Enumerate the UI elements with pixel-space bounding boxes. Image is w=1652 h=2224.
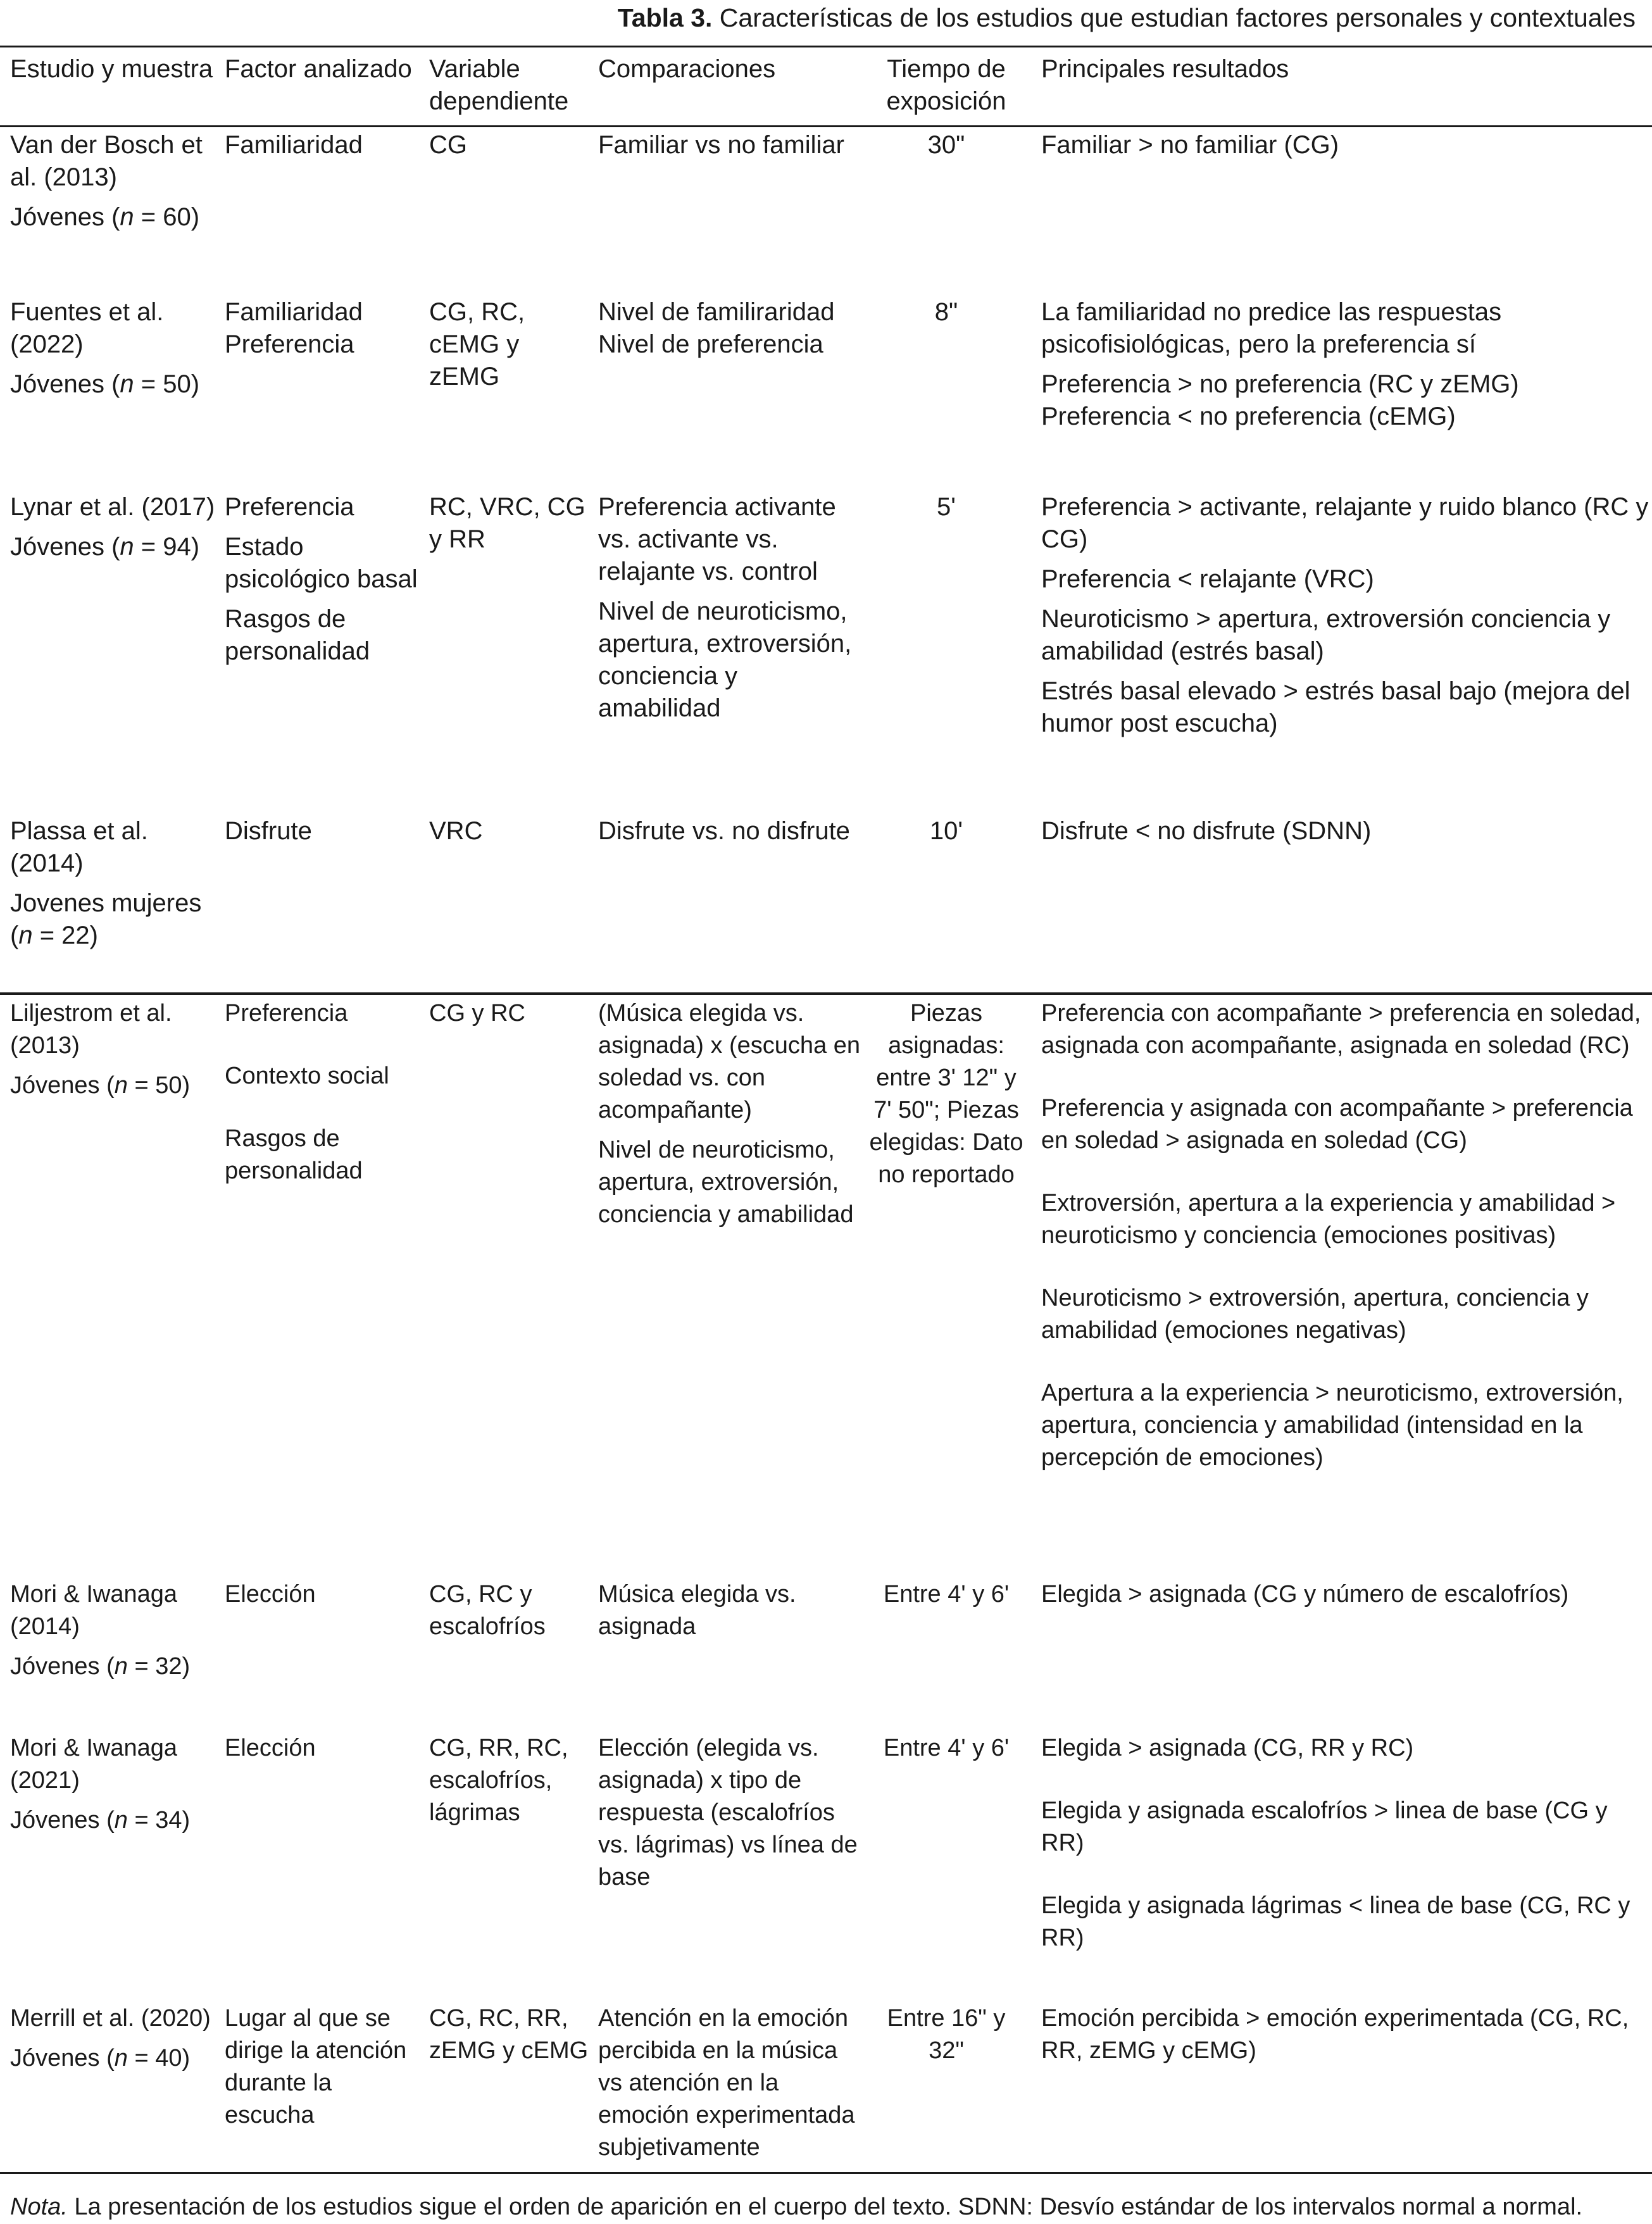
variable-cell: CG, RC, cEMG y zEMG (429, 298, 525, 390)
result-item: Elegida > asignada (CG y número de escalofríos) (1041, 1581, 1569, 1608)
study-sample: Jóvenes (n = 50) (10, 370, 200, 398)
comparison-item: Nivel de neuroticismo, apertura, extroversión, conciencia y amabilidad (598, 1137, 854, 1228)
result-item: La familiaridad no predice las respuestas psicofisiológicas, pero la preferencia sí (1041, 298, 1502, 358)
study-name: Mori & Iwanaga (2021) (10, 1735, 178, 1794)
study-cell (10, 1732, 219, 1837)
factor-cell (225, 815, 424, 847)
variable-cell: VRC (429, 817, 483, 845)
result-item: Preferencia y asignada con acompañante > preferencia en soledad > asignada en soledad (CG) (1041, 1095, 1633, 1154)
comparison-item: Música elegida vs. asignada (598, 1581, 796, 1640)
variable-cell: CG, RC, RR, zEMG y cEMG (429, 2005, 589, 2064)
factor-item: Preferencia (225, 493, 354, 521)
result-item: Neuroticismo > extroversión, apertura, conciencia y amabilidad (emociones negativas) (1041, 1285, 1589, 1344)
time-cell: Piezas asignadas: entre 3' 12" y 7' 50"; Piezas elegidas: Dato no reportado (869, 1000, 1023, 1188)
header-rule (0, 125, 1652, 127)
result-item: Estrés basal elevado > estrés basal bajo (mejora del humor post escucha) (1041, 677, 1630, 737)
comparison-item: Atención en la emoción percibida en la música vs atención en la emoción experimentada subjetivamente (598, 2005, 855, 2161)
comparison-item: Nivel de familiraridad (598, 298, 835, 326)
result-item: Preferencia > activante, relajante y ruido blanco (RC y CG) (1041, 493, 1649, 553)
variable-cell: CG, RC y escalofríos (429, 1581, 546, 1640)
section-rule (0, 992, 1652, 995)
caption-label: Tabla 3. (617, 3, 713, 32)
study-name: Lynar et al. (2017) (10, 493, 215, 521)
study-name: Van der Bosch et al. (2013) (10, 131, 203, 191)
study-cell (10, 1578, 219, 1683)
study-sample: Jóvenes (n = 60) (10, 203, 200, 231)
time-cell: 10' (929, 817, 963, 845)
study-sample: Jóvenes (n = 32) (10, 1653, 191, 1680)
study-name: Merrill et al. (2020) (10, 2005, 211, 2032)
factor-cell (225, 2002, 424, 2132)
results-cell (1041, 815, 1649, 847)
factor-cell (225, 1578, 424, 1611)
study-cell (10, 129, 219, 234)
bottom-rule (0, 2172, 1652, 2174)
result-item: Extroversión, apertura a la experiencia y amabilidad > neuroticismo y conciencia (emociones positivas) (1041, 1190, 1616, 1249)
note-text: La presentación de los estudios sigue el orden de aparición en el cuerpo del texto. SDNN: Desvío estándar de los intervalos normal a normal. (67, 2194, 1583, 2220)
table-note (10, 2191, 1582, 2223)
result-item: Elegida > asignada (CG, RR y RC) (1041, 1735, 1414, 1761)
study-name: Fuentes et al. (2022) (10, 298, 164, 358)
study-name: Liljestrom et al. (2013) (10, 1000, 172, 1059)
factor-cell (225, 997, 424, 1187)
factor-item: Familiaridad (225, 131, 363, 159)
comparison-item: Nivel de preferencia (598, 330, 823, 358)
result-item: Familiar > no familiar (CG) (1041, 131, 1339, 159)
header-factor: Factor analizado (225, 55, 412, 83)
caption-text: Características de los estudios que estudian factores personales y contextuales (712, 3, 1636, 32)
factor-cell (225, 1732, 424, 1765)
comparisons-cell (598, 2002, 861, 2164)
note-label: Nota. (10, 2194, 68, 2220)
factor-item: Estado psicológico basal (225, 533, 418, 593)
results-cell (1041, 296, 1649, 433)
factor-item: Lugar al que se dirige la atención durante la escucha (225, 2005, 407, 2128)
factor-item: Elección (225, 1735, 316, 1761)
study-sample: Jóvenes (n = 50) (10, 1072, 191, 1099)
top-rule (0, 46, 1652, 47)
time-cell: Entre 4' y 6' (883, 1581, 1010, 1608)
comparisons-cell (598, 1732, 861, 1894)
comparisons-cell (598, 491, 861, 725)
time-cell: Entre 16" y 32" (887, 2005, 1006, 2064)
time-cell: Entre 4' y 6' (883, 1735, 1010, 1761)
results-cell (1041, 997, 1649, 1474)
comparisons-cell (598, 815, 861, 847)
results-cell (1041, 1578, 1649, 1611)
study-sample: Jóvenes (n = 34) (10, 1807, 191, 1834)
header-time: Tiempo de exposición (886, 55, 1006, 115)
result-item: Preferencia > no preferencia (RC y zEMG) Preferencia < no preferencia (cEMG) (1041, 370, 1519, 430)
time-cell: 8" (934, 298, 958, 326)
factor-item: Disfrute (225, 817, 312, 845)
result-item: Preferencia < relajante (VRC) (1041, 565, 1374, 593)
comparison-item: Preferencia activante vs. activante vs. relajante vs. control (598, 493, 836, 585)
factor-item: Preferencia (225, 1000, 348, 1027)
comparison-item: (Música elegida vs. asignada) x (escucha en soledad vs. con acompañante) (598, 1000, 861, 1123)
factor-item: Rasgos de personalidad (225, 605, 370, 665)
result-item: Preferencia con acompañante > preferencia en soledad, asignada con acompañante, asignada en soledad (RC) (1041, 1000, 1641, 1059)
comparison-item: Nivel de neuroticismo, apertura, extroversión, conciencia y amabilidad (598, 597, 852, 722)
factor-item: Rasgos de personalidad (225, 1125, 363, 1184)
result-item: Disfrute < no disfrute (SDNN) (1041, 817, 1372, 845)
time-cell: 30" (927, 131, 965, 159)
results-cell (1041, 491, 1649, 740)
comparisons-cell (598, 129, 861, 161)
results-cell (1041, 129, 1649, 161)
time-cell: 5' (937, 493, 956, 521)
table-caption (618, 1, 1636, 34)
factor-cell (225, 296, 424, 361)
variable-cell: CG y RC (429, 1000, 525, 1027)
factor-item: Preferencia (225, 330, 354, 358)
comparison-item: Familiar vs no familiar (598, 131, 844, 159)
factor-item: Familiaridad (225, 298, 363, 326)
study-name: Mori & Iwanaga (2014) (10, 1581, 178, 1640)
study-cell (10, 997, 219, 1102)
comparisons-cell (598, 1578, 861, 1643)
results-cell (1041, 2002, 1649, 2067)
result-item: Elegida y asignada lágrimas < linea de base (CG, RC y RR) (1041, 1892, 1630, 1951)
study-cell (10, 2002, 219, 2075)
study-sample: Jóvenes (n = 40) (10, 2045, 191, 2071)
comparison-item: Disfrute vs. no disfrute (598, 817, 850, 845)
study-cell (10, 815, 219, 952)
factor-cell (225, 491, 424, 668)
header-study: Estudio y muestra (10, 55, 213, 83)
comparisons-cell (598, 997, 861, 1231)
variable-cell: CG (429, 131, 467, 159)
factor-item: Contexto social (225, 1063, 389, 1089)
factor-item: Elección (225, 1581, 316, 1608)
header-variable: Variable dependiente (429, 55, 569, 115)
result-item: Neuroticismo > apertura, extroversión conciencia y amabilidad (estrés basal) (1041, 605, 1611, 665)
comparisons-cell (598, 296, 861, 361)
study-sample: Jovenes mujeres (n = 22) (10, 889, 202, 949)
study-cell (10, 296, 219, 401)
results-cell (1041, 1732, 1649, 1954)
result-item: Emoción percibida > emoción experimentada (CG, RC, RR, zEMG y cEMG) (1041, 2005, 1629, 2064)
header-comparisons: Comparaciones (598, 55, 776, 83)
comparison-item: Elección (elegida vs. asignada) x tipo de respuesta (escalofríos vs. lágrimas) vs línea de base (598, 1735, 858, 1890)
study-sample: Jóvenes (n = 94) (10, 533, 200, 561)
variable-cell: RC, VRC, CG y RR (429, 493, 585, 553)
variable-cell: CG, RR, RC, escalofríos, lágrimas (429, 1735, 568, 1826)
result-item: Elegida y asignada escalofríos > linea de base (CG y RR) (1041, 1797, 1608, 1856)
study-cell (10, 491, 219, 563)
result-item: Apertura a la experiencia > neuroticismo, extroversión, apertura, conciencia y amabilidad (intensidad en la percepción de emociones) (1041, 1380, 1624, 1471)
factor-cell (225, 129, 424, 161)
header-results: Principales resultados (1041, 55, 1289, 83)
study-name: Plassa et al. (2014) (10, 817, 148, 877)
